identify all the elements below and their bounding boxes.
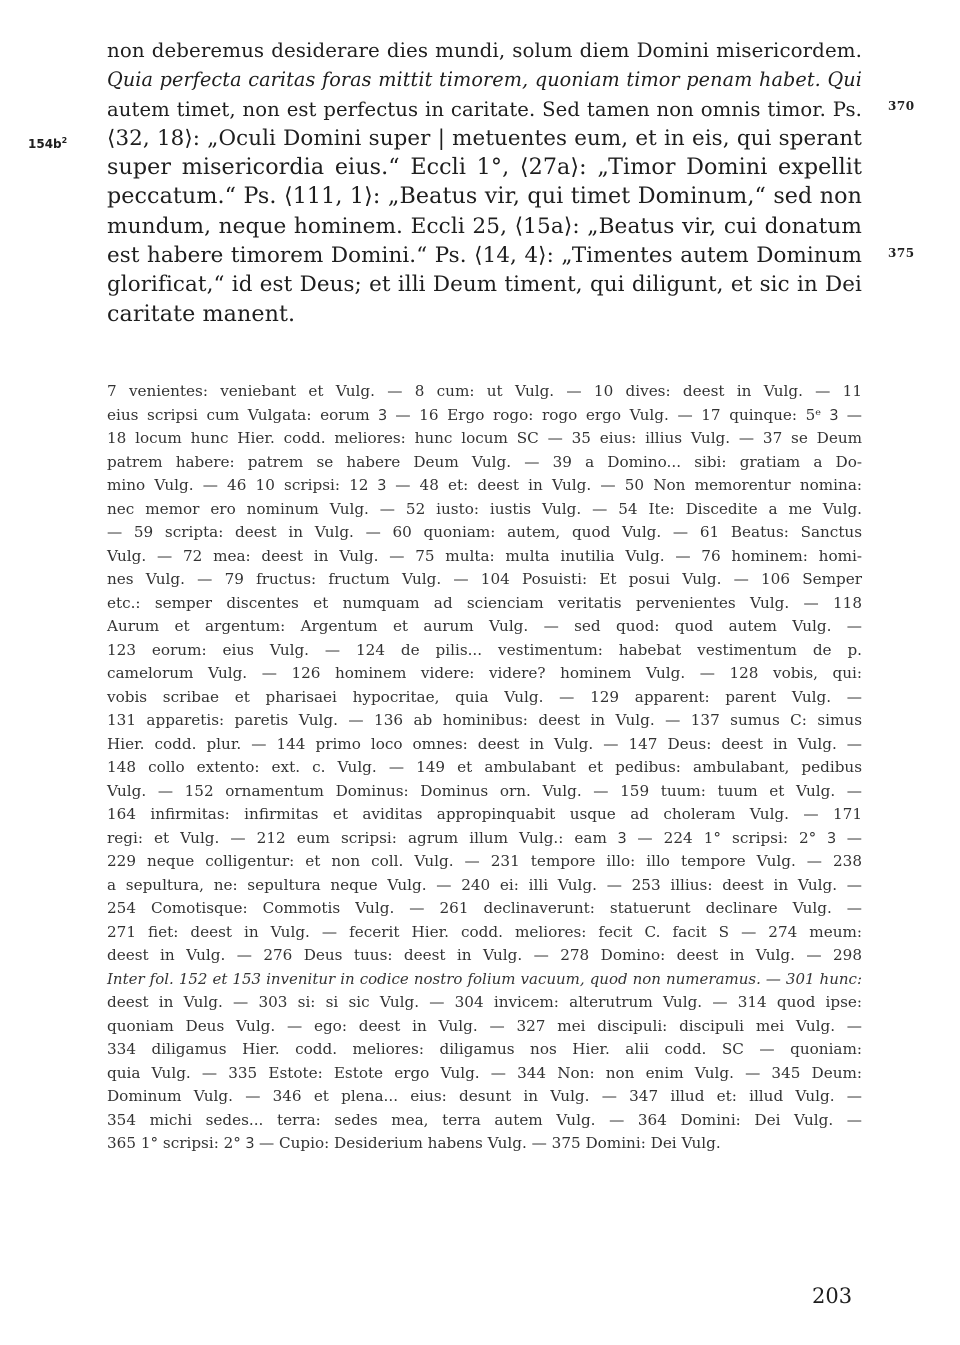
apparatus-line: 131 apparetis: paretis Vulg. — 136 ab hominibus: deest in Vulg. — 137 sumus C: simus: [107, 711, 862, 729]
main-text-line: mundum, neque hominem. Eccli 25, ⟨15a⟩: „Beatus vir, cui donatum: [107, 213, 862, 239]
apparatus-line: 271 fiet: deest in Vulg. — fecerit Hier. codd. meliores: fecit C. facit S — 274 meum:: [107, 922, 862, 941]
apparatus-line: 18 locum hunc Hier. codd. meliores: hunc locum SC — 35 eius: illius Vulg. — 37 se Deum: [107, 429, 862, 447]
main-text-line: glorificat,“ id est Deus; et illi Deum timent, qui diligunt, et sic in Dei: [107, 272, 862, 298]
folio-marker-superscript: 2: [61, 136, 68, 145]
apparatus-line: quia Vulg. — 335 Estote: Estote ergo Vulg. — 344 Non: non enim Vulg. — 345 Deum:: [107, 1063, 862, 1082]
main-text-line: autem timet, non est perfectus in caritate. Sed tamen non omnis timor. Ps.: [107, 97, 862, 121]
apparatus-line: quoniam Deus Vulg. — ego: deest in Vulg. — 327 mei discipuli: discipuli mei Vulg. —: [107, 1016, 862, 1035]
apparatus-line: Vulg. — 72 mea: deest in Vulg. — 75 multa: multa inutilia Vulg. — 76 hominem: homi-: [107, 546, 862, 565]
apparatus-line: deest in Vulg. — 276 Deus tuus: deest in Vulg. — 278 Domino: deest in Vulg. — 298: [107, 946, 862, 964]
apparatus-line: patrem habere: patrem se habere Deum Vulg. — 39 a Domino... sibi: gratiam a Do-: [107, 452, 862, 471]
apparatus-line: 365 1° scripsi: 2° Ꝫ — Cupio: Desiderium habens Vulg. — 375 Domini: Dei Vulg.: [107, 1134, 721, 1152]
apparatus-line: 354 michi sedes... terra: sedes mea, terra autem Vulg. — 364 Domini: Dei Vulg. —: [107, 1110, 862, 1129]
apparatus-line: deest in Vulg. — 303 si: si sic Vulg. — 304 invicem: alterutrum Vulg. — 314 quod ipse:: [107, 993, 862, 1011]
apparatus-line: a sepultura, ne: sepultura neque Vulg. — 240 ei: illi Vulg. — 253 illius: deest in Vulg. —: [107, 875, 862, 894]
critical-apparatus: [107, 380, 862, 1156]
apparatus-line: vobis scribae et pharisaei hypocritae, quia Vulg. — 129 apparent: parent Vulg. —: [107, 687, 862, 706]
line-number-370: 370: [888, 99, 915, 113]
main-text-line: est habere timorem Domini.“ Ps. ⟨14, 4⟩: „Timentes autem Dominum: [107, 243, 862, 269]
apparatus-line: Vulg. — 152 ornamentum Dominus: Dominus orn. Vulg. — 159 tuum: tuum et Vulg. —: [107, 781, 862, 800]
apparatus-line: 7 venientes: veniebant et Vulg. — 8 cum: ut Vulg. — 10 dives: deest in Vulg. — 11: [107, 382, 862, 400]
apparatus-line: mino Vulg. — 46 10 scripsi: 12 Ꝫ — 48 et: deest in Vulg. — 50 Non memorentur nomina:: [107, 476, 862, 494]
apparatus-line: Inter fol. 152 et 153 invenitur in codice nostro folium vacuum, quod non numeramus. — 301 hunc:: [107, 969, 862, 988]
line-number-375: 375: [888, 246, 915, 260]
apparatus-line: 254 Comotisque: Commotis Vulg. — 261 declinaverunt: statuerunt declinare Vulg. —: [107, 899, 862, 917]
apparatus-line: Aurum et argentum: Argentum et aurum Vulg. — sed quod: quod autem Vulg. —: [107, 617, 862, 635]
apparatus-line: 334 diligamus Hier. codd. meliores: diligamus nos Hier. alii codd. SC — quoniam:: [107, 1040, 862, 1058]
main-text-line: super misericordia eius.“ Eccli 1°, ⟨27a⟩: „Timor Domini expellit: [107, 154, 862, 181]
main-text-line: non deberemus desiderare dies mundi, solum diem Domini misericordem.: [107, 39, 862, 62]
main-text-block: [107, 36, 862, 329]
apparatus-line: — 59 scripta: deest in Vulg. — 60 quoniam: autem, quod Vulg. — 61 Beatus: Sanctus: [107, 523, 862, 541]
apparatus-line: camelorum Vulg. — 126 hominem videre: videre? hominem Vulg. — 128 vobis, qui:: [107, 664, 862, 682]
apparatus-line: Dominum Vulg. — 346 et plena... eius: desunt in Vulg. — 347 illud et: illud Vulg. —: [107, 1087, 862, 1105]
folio-marker: [28, 136, 67, 151]
apparatus-line: eius scripsi cum Vulgata: eorum Ꝫ — 16 Ergo rogo: rogo ergo Vulg. — 17 quinque: 5ᵉ Ꝫ —: [107, 405, 862, 424]
main-text-line: Quia perfecta caritas foras mittit timorem, quoniam timor penam habet. Qui: [107, 68, 862, 92]
main-text-line: ⟨32, 18⟩: „Oculi Domini super | metuentes eum, et in eis, qui sperant: [107, 125, 862, 151]
apparatus-line: nes Vulg. — 79 fructus: fructum Vulg. — 104 Posuisti: Et posui Vulg. — 106 Semper: [107, 570, 862, 588]
apparatus-line: etc.: semper discentes et numquam ad scienciam veritatis pervenientes Vulg. — 118: [107, 593, 862, 612]
page-number: 203: [812, 1284, 853, 1308]
apparatus-line: 123 eorum: eius Vulg. — 124 de pilis... vestimentum: habebat vestimentum de p.: [107, 640, 862, 659]
apparatus-line: 148 collo extento: ext. c. Vulg. — 149 et ambulabant et pedibus: ambulabant, pedibus: [107, 758, 862, 776]
folio-marker-text: 154b: [28, 137, 62, 151]
apparatus-line: nec memor ero nominum Vulg. — 52 iusto: iustis Vulg. — 54 Ite: Discedite a me Vulg.: [107, 499, 862, 518]
main-text-line: caritate manent.: [107, 300, 296, 327]
apparatus-line: 164 infirmitas: infirmitas et aviditas appropinquabit usque ad choleram Vulg. — 171: [107, 805, 862, 823]
main-text-line: peccatum.“ Ps. ⟨111, 1⟩: „Beatus vir, qui timet Dominum,“ sed non: [107, 183, 862, 210]
apparatus-line: 229 neque colligentur: et non coll. Vulg. — 231 tempore illo: illo tempore Vulg. — 238: [107, 852, 862, 870]
apparatus-line: regi: et Vulg. — 212 eum scripsi: agrum illum Vulg.: eam Ꝫ — 224 1° scripsi: 2° Ꝫ —: [107, 828, 862, 847]
apparatus-line: Hier. codd. plur. — 144 primo loco omnes: deest in Vulg. — 147 Deus: deest in Vulg. —: [107, 734, 862, 753]
